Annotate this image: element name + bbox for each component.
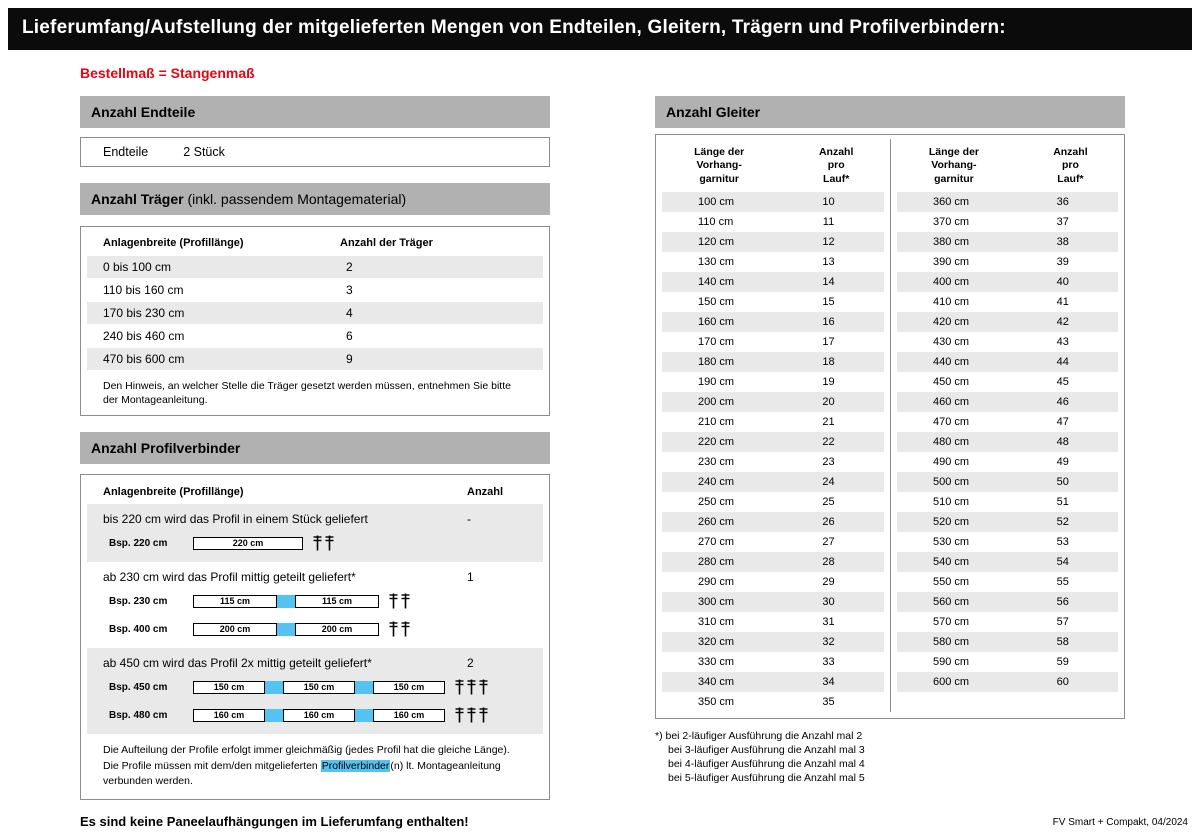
gleiter-row-length: 240 cm bbox=[698, 476, 735, 489]
pv-section-3-text: ab 450 cm wird das Profil 2x mittig geteilt geliefert* bbox=[103, 656, 372, 671]
gleiter-row-count: 24 bbox=[822, 476, 835, 489]
gleiter-row-length: 250 cm bbox=[698, 496, 735, 509]
profile-connector-icon bbox=[455, 707, 464, 723]
gleiter-row-count: 14 bbox=[822, 276, 835, 289]
gleiter-col2-header: Anzahl pro Lauf* bbox=[1053, 146, 1088, 185]
gleiter-row bbox=[897, 612, 1118, 632]
gleiter-row-length: 430 cm bbox=[933, 336, 970, 349]
gleiter-row-count: 30 bbox=[822, 596, 835, 609]
gleiter-row-length: 170 cm bbox=[698, 336, 735, 349]
profile-connector-icon bbox=[467, 707, 476, 723]
gleiter-row-length: 500 cm bbox=[933, 476, 970, 489]
gleiter-row-count: 13 bbox=[822, 256, 835, 269]
gleiter-row bbox=[662, 652, 884, 672]
gleiter-row-length: 230 cm bbox=[698, 456, 735, 469]
gleiter-row bbox=[897, 272, 1118, 292]
gleiter-row-count: 46 bbox=[1056, 396, 1069, 409]
pv-note-part2: (n) lt. Montageanleitung verbunden werden. bbox=[103, 759, 501, 787]
gleiter-row-length: 410 cm bbox=[933, 296, 970, 309]
profile-connector-icons bbox=[313, 535, 334, 551]
page-title: Lieferumfang/Aufstellung der mitgelieferten Mengen von Endteilen, Gleitern, Trägern und Profilverbindern: bbox=[8, 8, 1192, 50]
profile-bars bbox=[193, 537, 303, 550]
gleiter-row bbox=[897, 512, 1118, 532]
traeger-row bbox=[87, 348, 543, 370]
gleiter-row-count: 55 bbox=[1056, 576, 1069, 589]
gleiter-row-length: 440 cm bbox=[933, 356, 970, 369]
gleiter-row bbox=[662, 512, 884, 532]
traeger-col2-header: Anzahl der Träger bbox=[340, 237, 433, 249]
gleiter-row bbox=[662, 472, 884, 492]
gleiter-row-count: 31 bbox=[822, 616, 835, 629]
pv-example-450 bbox=[87, 673, 543, 701]
gleiter-row bbox=[897, 252, 1118, 272]
traeger-heading-main: Anzahl Träger bbox=[91, 191, 184, 207]
traeger-row-count: 6 bbox=[346, 329, 353, 343]
pv-example-label: Bsp. 220 cm bbox=[109, 537, 168, 549]
profile-connector-icon bbox=[479, 707, 488, 723]
gleiter-row-count: 33 bbox=[822, 656, 835, 669]
profile-segment: 160 cm bbox=[373, 709, 445, 722]
pv-example-label: Bsp. 480 cm bbox=[109, 709, 168, 721]
gleiter-row bbox=[897, 292, 1118, 312]
pv-example-480 bbox=[87, 701, 543, 729]
gleiter-table bbox=[655, 134, 1125, 719]
gleiter-row-count: 19 bbox=[822, 376, 835, 389]
gleiter-heading: Anzahl Gleiter bbox=[655, 96, 1125, 128]
gleiter-row-count: 45 bbox=[1056, 376, 1069, 389]
gleiter-row-count: 29 bbox=[822, 576, 835, 589]
paneel-note: Es sind keine Paneelaufhängungen im Lieferumfang enthalten! bbox=[80, 814, 469, 829]
gleiter-row-count: 18 bbox=[822, 356, 835, 369]
gleiter-row-count: 26 bbox=[822, 516, 835, 529]
profile-connector-icon bbox=[389, 593, 398, 609]
gleiter-row-length: 480 cm bbox=[933, 436, 970, 449]
profile-bars bbox=[193, 595, 379, 608]
gleiter-row bbox=[662, 692, 884, 712]
profile-connector-icon bbox=[467, 679, 476, 695]
gleiter-row-length: 380 cm bbox=[933, 236, 970, 249]
gleiter-row-count: 36 bbox=[1056, 196, 1069, 209]
traeger-note: Den Hinweis, an welcher Stelle die Träger gesetzt werden müssen, entnehmen Sie bitte der Montageanleitung. bbox=[103, 380, 511, 407]
gleiter-row-length: 180 cm bbox=[698, 356, 735, 369]
gleiter-row-length: 570 cm bbox=[933, 616, 970, 629]
gleiter-row-count: 56 bbox=[1056, 596, 1069, 609]
gleiter-row-length: 280 cm bbox=[698, 556, 735, 569]
gleiter-row-count: 10 bbox=[822, 196, 835, 209]
endteile-label: Endteile bbox=[103, 145, 149, 159]
gleiter-row bbox=[662, 592, 884, 612]
gleiter-row-count: 38 bbox=[1056, 236, 1069, 249]
gleiter-row bbox=[662, 332, 884, 352]
traeger-row bbox=[87, 302, 543, 324]
profile-segment: 115 cm bbox=[295, 595, 379, 608]
gleiter-row-length: 310 cm bbox=[698, 616, 735, 629]
traeger-row bbox=[87, 256, 543, 278]
pv-example-label: Bsp. 450 cm bbox=[109, 681, 168, 693]
gleiter-row bbox=[897, 332, 1118, 352]
profile-bars bbox=[193, 709, 445, 722]
gleiter-row-length: 600 cm bbox=[933, 676, 970, 689]
footnote-line: bei 5-läufiger Ausführung die Anzahl mal 5 bbox=[668, 772, 865, 785]
traeger-row-range: 470 bis 600 cm bbox=[103, 352, 185, 366]
traeger-rows bbox=[81, 256, 549, 370]
gleiter-row bbox=[897, 672, 1118, 692]
pv-note-highlight: Profilverbinder bbox=[321, 759, 390, 772]
gleiter-row bbox=[897, 552, 1118, 572]
gleiter-row bbox=[897, 592, 1118, 612]
pv-section-3-count: 2 bbox=[467, 656, 474, 671]
gleiter-row-count: 17 bbox=[822, 336, 835, 349]
gleiter-row-length: 550 cm bbox=[933, 576, 970, 589]
pv-example-230 bbox=[87, 587, 543, 615]
profile-connector-icon bbox=[455, 679, 464, 695]
traeger-row bbox=[87, 279, 543, 301]
gleiter-row bbox=[662, 432, 884, 452]
traeger-row-count: 4 bbox=[346, 306, 353, 320]
gleiter-col1-header: Länge der Vorhang- garnitur bbox=[928, 146, 979, 185]
gleiter-row-count: 48 bbox=[1056, 436, 1069, 449]
profile-connector-icon bbox=[389, 621, 398, 637]
gleiter-row-length: 370 cm bbox=[933, 216, 970, 229]
gleiter-row bbox=[897, 452, 1118, 472]
gleiter-row-count: 53 bbox=[1056, 536, 1069, 549]
gleiter-row-count: 58 bbox=[1056, 636, 1069, 649]
profilverbinder-table bbox=[80, 474, 550, 800]
gleiter-row bbox=[897, 392, 1118, 412]
gleiter-row-length: 330 cm bbox=[698, 656, 735, 669]
profile-connector-icon bbox=[401, 621, 410, 637]
gleiter-row-count: 50 bbox=[1056, 476, 1069, 489]
traeger-row-range: 240 bis 460 cm bbox=[103, 329, 185, 343]
gleiter-row bbox=[897, 192, 1118, 212]
profilverbinder-note bbox=[87, 734, 543, 793]
pv-example-label: Bsp. 230 cm bbox=[109, 595, 168, 607]
profile-segment: 200 cm bbox=[295, 623, 379, 636]
profile-connector-icons bbox=[455, 707, 488, 723]
gleiter-row bbox=[897, 632, 1118, 652]
gleiter-table-left bbox=[656, 139, 890, 712]
profile-connector-icon bbox=[479, 679, 488, 695]
gleiter-row bbox=[662, 532, 884, 552]
gleiter-row bbox=[662, 672, 884, 692]
gleiter-row-length: 120 cm bbox=[698, 236, 735, 249]
traeger-row-count: 3 bbox=[346, 283, 353, 297]
gleiter-row-count: 60 bbox=[1056, 676, 1069, 689]
profile-bars bbox=[193, 681, 445, 694]
profile-connector-icons bbox=[389, 621, 410, 637]
traeger-row bbox=[87, 325, 543, 347]
pv-note-part1: Die Aufteilung der Profile erfolgt immer gleichmäßig (jedes Profil hat die gleiche Länge). Die Profile müssen mit dem/den mitgelieferten bbox=[103, 744, 510, 772]
endteile-heading: Anzahl Endteile bbox=[80, 96, 550, 128]
gleiter-row bbox=[897, 652, 1118, 672]
profile-segment: 150 cm bbox=[283, 681, 355, 694]
profile-connector-icon bbox=[401, 593, 410, 609]
gleiter-row-length: 320 cm bbox=[698, 636, 735, 649]
gleiter-row-count: 40 bbox=[1056, 276, 1069, 289]
gleiter-row-count: 34 bbox=[822, 676, 835, 689]
profile-segment: 115 cm bbox=[193, 595, 277, 608]
gleiter-row-count: 37 bbox=[1056, 216, 1069, 229]
gleiter-col1-header: Länge der Vorhang- garnitur bbox=[694, 146, 745, 185]
gleiter-col2-header: Anzahl pro Lauf* bbox=[818, 146, 854, 185]
profile-connector-icon bbox=[313, 535, 322, 551]
gleiter-row bbox=[662, 552, 884, 572]
gleiter-row bbox=[662, 312, 884, 332]
traeger-row-count: 9 bbox=[346, 352, 353, 366]
gleiter-row bbox=[897, 432, 1118, 452]
profile-bars bbox=[193, 623, 379, 636]
gleiter-row bbox=[662, 452, 884, 472]
gleiter-row bbox=[897, 212, 1118, 232]
gleiter-row-count: 57 bbox=[1056, 616, 1069, 629]
gleiter-row-length: 590 cm bbox=[933, 656, 970, 669]
traeger-heading bbox=[80, 183, 550, 215]
traeger-row-range: 170 bis 230 cm bbox=[103, 306, 185, 320]
gleiter-row-length: 290 cm bbox=[698, 576, 735, 589]
pv-section-1 bbox=[87, 504, 543, 562]
gleiter-rows-left bbox=[656, 192, 890, 712]
gleiter-row bbox=[897, 532, 1118, 552]
pv-example-220 bbox=[87, 529, 543, 557]
gleiter-row-length: 200 cm bbox=[698, 396, 735, 409]
gleiter-row bbox=[662, 292, 884, 312]
gleiter-row-length: 580 cm bbox=[933, 636, 970, 649]
gleiter-row bbox=[897, 412, 1118, 432]
gleiter-rows-right bbox=[891, 192, 1124, 692]
profile-connector-icons bbox=[389, 593, 410, 609]
gleiter-row-count: 28 bbox=[822, 556, 835, 569]
gleiter-row-length: 360 cm bbox=[933, 196, 970, 209]
gleiter-row-length: 190 cm bbox=[698, 376, 735, 389]
gleiter-row bbox=[662, 272, 884, 292]
gleiter-row-length: 220 cm bbox=[698, 436, 735, 449]
traeger-row-range: 0 bis 100 cm bbox=[103, 260, 172, 274]
gleiter-row-length: 160 cm bbox=[698, 316, 735, 329]
gleiter-row bbox=[662, 232, 884, 252]
profile-segment: 160 cm bbox=[193, 709, 265, 722]
gleiter-row-count: 20 bbox=[822, 396, 835, 409]
profile-segment: 150 cm bbox=[373, 681, 445, 694]
gleiter-row-count: 43 bbox=[1056, 336, 1069, 349]
gleiter-row-length: 270 cm bbox=[698, 536, 735, 549]
pv-section-1-count: - bbox=[467, 512, 471, 527]
traeger-table bbox=[80, 226, 550, 416]
profile-segment: 160 cm bbox=[283, 709, 355, 722]
gleiter-row bbox=[662, 612, 884, 632]
gleiter-row bbox=[662, 372, 884, 392]
gleiter-row-length: 150 cm bbox=[698, 296, 735, 309]
gleiter-row bbox=[662, 412, 884, 432]
pv-section-2 bbox=[87, 562, 543, 648]
endteile-value: 2 Stück bbox=[183, 145, 225, 159]
gleiter-row-length: 340 cm bbox=[698, 676, 735, 689]
gleiter-row-length: 400 cm bbox=[933, 276, 970, 289]
gleiter-row bbox=[897, 472, 1118, 492]
profile-segment: 200 cm bbox=[193, 623, 277, 636]
gleiter-row bbox=[897, 492, 1118, 512]
gleiter-row-count: 12 bbox=[822, 236, 835, 249]
gleiter-row-count: 22 bbox=[822, 436, 835, 449]
gleiter-row-length: 450 cm bbox=[933, 376, 970, 389]
gleiter-row-count: 59 bbox=[1056, 656, 1069, 669]
gleiter-footnotes bbox=[655, 729, 1125, 785]
traeger-heading-suffix: (inkl. passendem Montagematerial) bbox=[187, 191, 407, 207]
pv-example-label: Bsp. 400 cm bbox=[109, 623, 168, 635]
gleiter-row-count: 25 bbox=[822, 496, 835, 509]
footer-version: FV Smart + Compakt, 04/2024 bbox=[1052, 817, 1188, 828]
gleiter-row-count: 44 bbox=[1056, 356, 1069, 369]
traeger-row-range: 110 bis 160 cm bbox=[103, 283, 184, 297]
gleiter-row bbox=[662, 252, 884, 272]
gleiter-row-length: 100 cm bbox=[698, 196, 735, 209]
gleiter-row-length: 520 cm bbox=[933, 516, 970, 529]
gleiter-row-length: 130 cm bbox=[698, 256, 735, 269]
profile-connector-icons bbox=[455, 679, 488, 695]
gleiter-row-count: 35 bbox=[822, 696, 835, 709]
gleiter-row-count: 11 bbox=[822, 216, 835, 229]
gleiter-row-length: 470 cm bbox=[933, 416, 970, 429]
gleiter-row bbox=[662, 632, 884, 652]
gleiter-row-length: 510 cm bbox=[933, 496, 970, 509]
footnote-line: bei 3-läufiger Ausführung die Anzahl mal 3 bbox=[668, 744, 865, 757]
gleiter-row bbox=[662, 492, 884, 512]
gleiter-row bbox=[897, 352, 1118, 372]
gleiter-row-count: 47 bbox=[1056, 416, 1069, 429]
gleiter-row-length: 110 cm bbox=[698, 216, 734, 229]
gleiter-row-count: 15 bbox=[822, 296, 835, 309]
gleiter-row-length: 140 cm bbox=[698, 276, 735, 289]
gleiter-row-length: 490 cm bbox=[933, 456, 970, 469]
footnote-line: bei 4-läufiger Ausführung die Anzahl mal 4 bbox=[668, 758, 865, 771]
gleiter-row-length: 210 cm bbox=[698, 416, 735, 429]
right-column bbox=[655, 96, 1125, 785]
gleiter-row-count: 23 bbox=[822, 456, 835, 469]
gleiter-row-length: 350 cm bbox=[698, 696, 735, 709]
gleiter-row-count: 49 bbox=[1056, 456, 1069, 469]
gleiter-row bbox=[897, 232, 1118, 252]
gleiter-row-length: 300 cm bbox=[698, 596, 735, 609]
gleiter-row-count: 39 bbox=[1056, 256, 1069, 269]
traeger-row-count: 2 bbox=[346, 260, 353, 274]
profilverbinder-heading: Anzahl Profilverbinder bbox=[80, 432, 550, 464]
gleiter-row bbox=[662, 572, 884, 592]
gleiter-row-count: 16 bbox=[822, 316, 835, 329]
traeger-table-header bbox=[81, 232, 549, 255]
profile-segment: 220 cm bbox=[193, 537, 303, 550]
gleiter-row bbox=[897, 372, 1118, 392]
gleiter-row-length: 390 cm bbox=[933, 256, 970, 269]
pv-col2-header: Anzahl bbox=[467, 486, 504, 499]
gleiter-table-right bbox=[890, 139, 1124, 712]
pv-col1-header: Anlagenbreite (Profillänge) bbox=[103, 486, 244, 499]
subtitle-bestellmass: Bestellmaß = Stangenmaß bbox=[80, 65, 255, 81]
gleiter-row-length: 460 cm bbox=[933, 396, 970, 409]
endteile-box bbox=[80, 137, 550, 167]
pv-section-1-text: bis 220 cm wird das Profil in einem Stück geliefert bbox=[103, 512, 368, 527]
gleiter-row-length: 540 cm bbox=[933, 556, 970, 569]
gleiter-row bbox=[662, 192, 884, 212]
pv-section-2-count: 1 bbox=[467, 570, 474, 585]
profile-connector-icon bbox=[325, 535, 334, 551]
gleiter-row-length: 420 cm bbox=[933, 316, 970, 329]
gleiter-row-count: 32 bbox=[822, 636, 835, 649]
pv-example-400 bbox=[87, 615, 543, 643]
gleiter-row bbox=[897, 572, 1118, 592]
gleiter-row-count: 52 bbox=[1056, 516, 1069, 529]
traeger-col1-header: Anlagenbreite (Profillänge) bbox=[103, 237, 244, 249]
profile-segment: 150 cm bbox=[193, 681, 265, 694]
gleiter-row-count: 54 bbox=[1056, 556, 1069, 569]
gleiter-row-length: 560 cm bbox=[933, 596, 970, 609]
gleiter-row-count: 51 bbox=[1056, 496, 1069, 509]
gleiter-row-count: 27 bbox=[822, 536, 835, 549]
pv-section-2-text: ab 230 cm wird das Profil mittig geteilt geliefert* bbox=[103, 570, 356, 585]
gleiter-row bbox=[897, 312, 1118, 332]
left-column bbox=[80, 96, 550, 829]
gleiter-row-length: 260 cm bbox=[698, 516, 735, 529]
profilverbinder-table-header bbox=[87, 481, 543, 504]
footnote-line: *) bei 2-läufiger Ausführung die Anzahl mal 2 bbox=[655, 730, 863, 743]
gleiter-row-count: 42 bbox=[1056, 316, 1069, 329]
gleiter-row bbox=[662, 352, 884, 372]
gleiter-row bbox=[662, 212, 884, 232]
gleiter-row-count: 21 bbox=[822, 416, 835, 429]
gleiter-row-length: 530 cm bbox=[933, 536, 970, 549]
gleiter-row-count: 41 bbox=[1056, 296, 1069, 309]
pv-section-3 bbox=[87, 648, 543, 734]
gleiter-row bbox=[662, 392, 884, 412]
